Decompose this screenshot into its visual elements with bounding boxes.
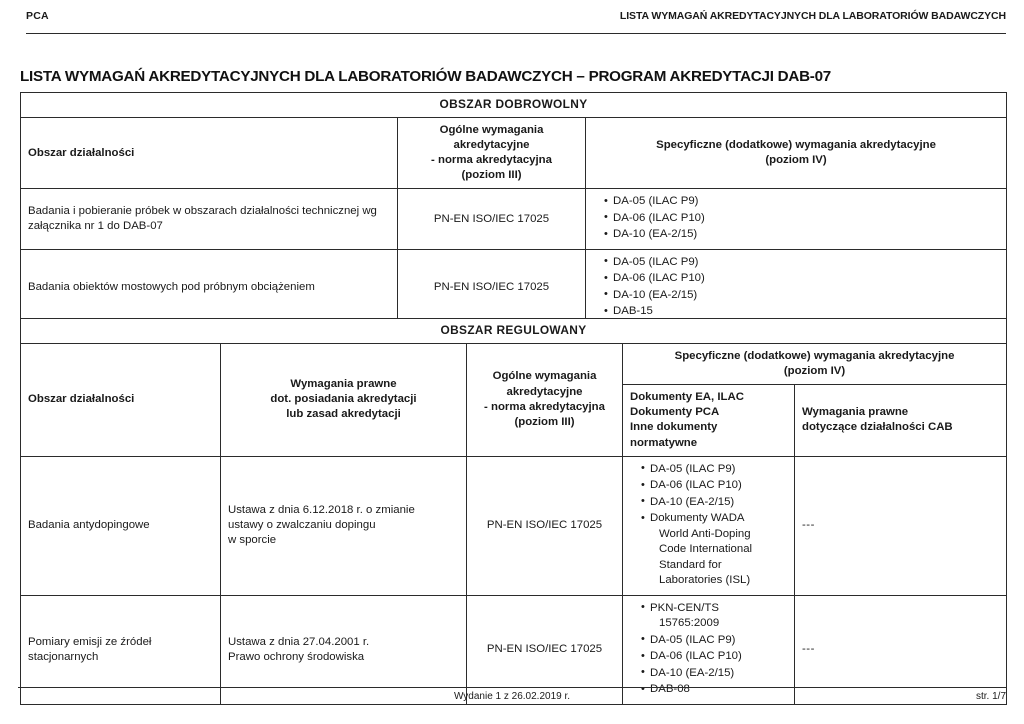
requirement-list bbox=[593, 255, 999, 320]
footer-page-number: str. 1/7 bbox=[975, 691, 1006, 702]
regulated-row0-legal-line3: w sporcie bbox=[228, 534, 277, 547]
table-header-row bbox=[21, 117, 1007, 189]
list-item: • DAB-08 bbox=[641, 682, 787, 698]
list-item: • DA-05 (ILAC P9) bbox=[641, 462, 787, 478]
page-title: LISTA WYMAGAŃ AKREDYTACYJNYCH DLA LABORATORIÓW BADAWCZYCH – PROGRAM AKREDYTACJI DAB-07 bbox=[20, 68, 831, 86]
voluntary-area-table bbox=[20, 92, 1007, 327]
table-banner-row bbox=[21, 319, 1007, 344]
list-item-cont: World Anti-Doping bbox=[659, 527, 751, 540]
list-item: • DA-06 (ILAC P10) bbox=[604, 271, 999, 287]
list-item: • DA-05 (ILAC P9) bbox=[604, 194, 999, 210]
regulated-row0-legal bbox=[221, 456, 467, 595]
voluntary-row1-requirements bbox=[586, 249, 1007, 326]
requirement-list bbox=[593, 194, 999, 243]
header-org-label: PCA bbox=[26, 10, 49, 22]
regulated-area-table bbox=[20, 318, 1007, 705]
regulated-header-norm bbox=[467, 343, 623, 456]
regulated-header-norm-line3: - norma akredytacyjna bbox=[484, 400, 605, 413]
voluntary-row1-norm: PN-EN ISO/IEC 17025 bbox=[398, 249, 586, 326]
regulated-header-norm-line4: (poziom III) bbox=[514, 415, 575, 428]
regulated-row1-area: Pomiary emisji ze źródeł stacjonarnych bbox=[21, 595, 221, 704]
regulated-header-norm-line2: akredytacyjne bbox=[506, 385, 583, 398]
regulated-header-legal-line1: Wymagania prawne bbox=[290, 378, 397, 391]
voluntary-header-norm-line4: (poziom III) bbox=[461, 169, 522, 182]
regulated-row1-legal-line2: Prawo ochrony środowiska bbox=[228, 650, 365, 663]
regulated-row0-legal-line1: Ustawa z dnia 6.12.2018 r. o zmianie bbox=[228, 504, 415, 517]
voluntary-header-norm-line2: akredytacyjne bbox=[453, 138, 530, 151]
regulated-header-documents-line2: Dokumenty PCA bbox=[630, 406, 720, 419]
footer-edition-label: Wydanie 1 z 26.02.2019 r. bbox=[453, 691, 571, 702]
regulated-header-norm-line1: Ogólne wymagania bbox=[492, 370, 597, 383]
voluntary-header-specific-line2: (poziom IV) bbox=[765, 154, 827, 167]
list-item: • DA-05 (ILAC P9) bbox=[641, 633, 787, 649]
table-row bbox=[21, 249, 1007, 326]
list-item-cont: Standard for bbox=[659, 558, 722, 571]
table-banner-row bbox=[21, 93, 1007, 118]
voluntary-header-specific-line1: Specyficzne (dodatkowe) wymagania akredytacyjne bbox=[656, 138, 936, 151]
list-item: • DA-05 (ILAC P9) bbox=[604, 255, 999, 271]
regulated-row0-norm: PN-EN ISO/IEC 17025 bbox=[467, 456, 623, 595]
list-item-cont: Code International bbox=[659, 543, 753, 556]
regulated-banner-cell: OBSZAR REGULOWANY bbox=[21, 319, 1007, 344]
voluntary-header-norm-line3: - norma akredytacyjna bbox=[431, 154, 552, 167]
list-item bbox=[641, 601, 787, 632]
regulated-header-specific-group bbox=[623, 343, 1007, 384]
list-item-label: PKN-CEN/TS bbox=[650, 601, 719, 614]
voluntary-banner-cell: OBSZAR DOBROWOLNY bbox=[21, 93, 1007, 118]
regulated-header-legal bbox=[221, 343, 467, 456]
requirement-list bbox=[630, 601, 787, 698]
regulated-header-cab bbox=[795, 385, 1007, 457]
voluntary-header-norm bbox=[398, 117, 586, 189]
list-item: • DA-06 (ILAC P10) bbox=[641, 649, 787, 665]
header-document-title: LISTA WYMAGAŃ AKREDYTACYJNYCH DLA LABORATORIÓW BADAWCZYCH bbox=[619, 10, 1006, 22]
regulated-header-documents-line3: Inne dokumenty bbox=[630, 421, 718, 434]
regulated-header-cab-line2: dotyczące działalności CAB bbox=[802, 421, 953, 434]
voluntary-header-norm-line1: Ogólne wymagania bbox=[439, 123, 544, 136]
list-item: • DA-10 (EA-2/15) bbox=[641, 495, 787, 511]
regulated-row0-cab bbox=[795, 456, 1007, 595]
regulated-header-cab-line1: Wymagania prawne bbox=[802, 406, 909, 419]
table-header-row-top bbox=[21, 343, 1007, 384]
list-item: • DA-06 (ILAC P10) bbox=[604, 211, 999, 227]
voluntary-header-specific bbox=[586, 117, 1007, 189]
list-item-cont: Laboratories (ISL) bbox=[659, 574, 751, 587]
voluntary-row1-area: Badania obiektów mostowych pod próbnym obciążeniem bbox=[21, 249, 398, 326]
voluntary-header-area: Obszar działalności bbox=[21, 117, 398, 189]
regulated-row1-legal-line1: Ustawa z dnia 27.04.2001 r. bbox=[228, 635, 370, 648]
regulated-header-documents-line1: Dokumenty EA, ILAC bbox=[630, 391, 744, 404]
page-running-footer bbox=[18, 687, 1006, 702]
list-item: • DAB-15 bbox=[604, 304, 999, 320]
list-item: • DA-10 (EA-2/15) bbox=[604, 288, 999, 304]
regulated-row0-legal-line2: ustawy o zwalczaniu dopingu bbox=[228, 519, 376, 532]
page-running-header bbox=[26, 10, 1006, 34]
list-item-cont: 15765:2009 bbox=[659, 617, 720, 630]
requirement-list bbox=[630, 462, 787, 589]
list-item-label: Dokumenty WADA bbox=[650, 512, 745, 525]
regulated-header-legal-line2: dot. posiadania akredytacji bbox=[270, 393, 417, 406]
regulated-header-documents-line4: normatywne bbox=[630, 436, 698, 449]
regulated-header-legal-line3: lub zasad akredytacji bbox=[286, 408, 401, 421]
regulated-header-documents bbox=[623, 385, 795, 457]
voluntary-row0-requirements bbox=[586, 189, 1007, 250]
regulated-header-specific-line2: (poziom IV) bbox=[783, 364, 846, 377]
table-row bbox=[21, 189, 1007, 250]
regulated-row1-norm: PN-EN ISO/IEC 17025 bbox=[467, 595, 623, 704]
regulated-row1-cab-value: --- bbox=[802, 643, 815, 656]
regulated-header-specific-line1: Specyficzne (dodatkowe) wymagania akredytacyjne bbox=[674, 349, 955, 362]
list-item: • DA-10 (EA-2/15) bbox=[604, 227, 999, 243]
regulated-header-area: Obszar działalności bbox=[21, 343, 221, 456]
voluntary-row0-norm: PN-EN ISO/IEC 17025 bbox=[398, 189, 586, 250]
list-item: • DA-06 (ILAC P10) bbox=[641, 478, 787, 494]
list-item: • DA-10 (EA-2/15) bbox=[641, 666, 787, 682]
voluntary-row0-area: Badania i pobieranie próbek w obszarach działalności technicznej wg załącznika nr 1 do DAB-07 bbox=[21, 189, 398, 250]
table-row bbox=[21, 456, 1007, 595]
list-item bbox=[641, 511, 787, 589]
regulated-row0-documents bbox=[623, 456, 795, 595]
regulated-row0-cab-value: --- bbox=[802, 519, 815, 532]
regulated-row0-area: Badania antydopingowe bbox=[21, 456, 221, 595]
